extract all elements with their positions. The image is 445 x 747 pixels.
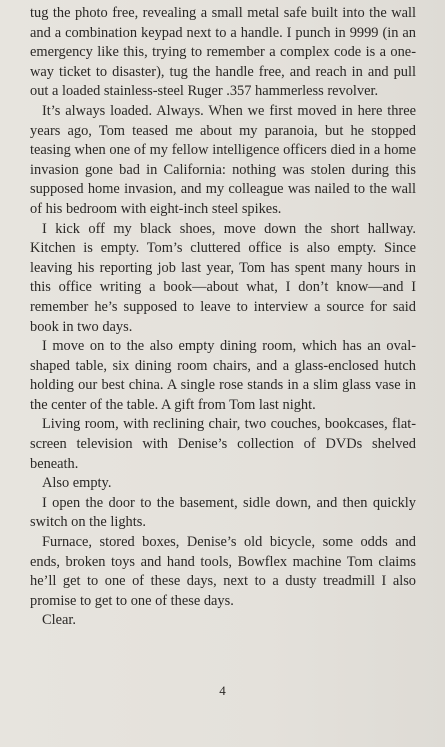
body-text — [30, 4, 416, 631]
paragraph-dining-room: I move on to the also empty dining room, which has an oval-shaped table, six dining room chairs, and a glass-enclosed hutch holding our best china. A single rose stands in a slim glass vase in the center of the table. A gift from Tom last night. — [30, 338, 416, 413]
paragraph-safe: tug the photo free, revealing a small metal safe built into the wall and a combination keypad next to a handle. I punch in 9999 (in an emergency like this, trying to remember a complex code is a one-way ticket to disaster), tug the handle free, and reach in and pull out a loaded stainless-steel Ruger .357 hammerless revolver. — [30, 5, 416, 100]
paragraph-basement: I open the door to the basement, sidle down, and then quickly switch on the lights. — [30, 494, 416, 531]
paragraph-also-empty: Also empty. — [42, 475, 112, 492]
paragraph-always-loaded: It’s always loaded. Always. When we first moved in here three years ago, Tom teased me about my paranoia, but he stopped teasing when one of my fellow intelligence officers died in a home invasion gone bad in California: nothing was stolen during this supposed home invasion, and my colleague was nailed to the wall of his bedroom with eight-inch steel spikes. — [30, 102, 416, 217]
paragraph-clear: Clear. — [42, 612, 76, 629]
paragraph-furnace: Furnace, stored boxes, Denise’s old bicycle, some odds and ends, broken toys and hand tools, Bowflex machine Tom claims he’ll get to one of these days, next to a dusty treadmill I also promise to get to one of these days. — [30, 534, 416, 609]
paragraph-hallway: I kick off my black shoes, move down the short hallway. Kitchen is empty. Tom’s cluttered office is also empty. Since leaving his reporting job last year, Tom has spent many hours in this office writing a book—about what, I don’t know—and I remember he’s supposed to leave to interview a source for said book in two days. — [30, 220, 416, 335]
paragraph-living-room: Living room, with reclining chair, two couches, bookcases, flat-screen television with Denise’s collection of DVDs shelved beneath. — [30, 416, 416, 472]
page-number: 4 — [219, 683, 226, 698]
